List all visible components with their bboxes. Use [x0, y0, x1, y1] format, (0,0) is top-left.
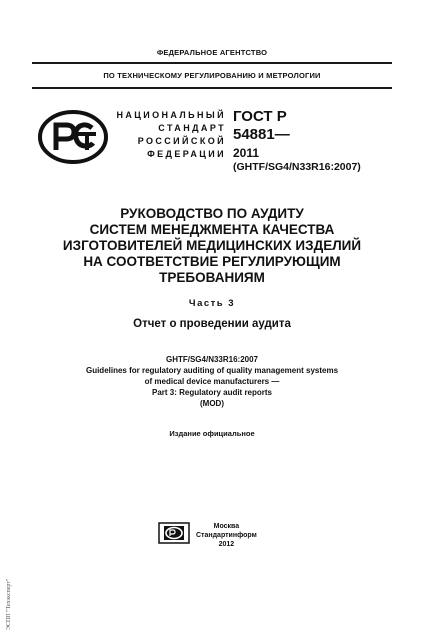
header-rule-top: [32, 62, 392, 64]
gost-label: ГОСТ Р: [233, 108, 287, 125]
part-label: Часть 3: [188, 298, 236, 309]
gost-number: 54881—: [233, 126, 290, 143]
side-stamp: ЭСПП "Техэксперт": [6, 578, 12, 630]
publisher-city: Москва: [213, 523, 240, 530]
document-title: [40, 206, 384, 286]
document-subtitle: Отчет о проведении аудита: [133, 318, 291, 330]
english-line-3: of medical device manufacturers —: [144, 377, 280, 386]
gost-year: 2011: [233, 146, 260, 160]
standard-word-4: ФЕДЕРАЦИИ: [147, 149, 226, 159]
publisher-year: 2012: [218, 541, 235, 548]
english-line-2: Guidelines for regulatory auditing of quality management systems: [85, 366, 339, 375]
standartinform-logo-icon: [158, 522, 190, 544]
title-line-4: НА СООТВЕТСТВИЕ РЕГУЛИРУЮЩИМ: [83, 254, 341, 269]
standard-word-2: СТАНДАРТ: [158, 123, 226, 133]
title-line-1: РУКОВОДСТВО ПО АУДИТУ: [120, 206, 304, 221]
title-line-3: ИЗГОТОВИТЕЛЕЙ МЕДИЦИНСКИХ ИЗДЕЛИЙ: [62, 238, 362, 253]
publisher-block: [196, 522, 257, 549]
english-line-5: (MOD): [200, 399, 224, 408]
gost-ref: (GHTF/SG4/N33R16:2007): [233, 161, 361, 173]
english-title: [40, 354, 384, 409]
title-line-5: ТРЕБОВАНИЯМ: [159, 270, 265, 285]
agency-line-2: ПО ТЕХНИЧЕСКОМУ РЕГУЛИРОВАНИЮ И МЕТРОЛОГИИ: [103, 71, 321, 80]
rst-logo-icon: [38, 110, 108, 164]
english-line-4: Part 3: Regulatory audit reports: [151, 388, 273, 397]
edition-label: Издание официальное: [169, 429, 255, 438]
standard-words: [108, 109, 226, 161]
agency-line-1: ФЕДЕРАЛЬНОЕ АГЕНТСТВО: [156, 48, 268, 57]
standard-word-3: РОССИЙСКОЙ: [137, 136, 226, 146]
english-line-1: GHTF/SG4/N33R16:2007: [165, 355, 259, 364]
title-line-2: СИСТЕМ МЕНЕДЖМЕНТА КАЧЕСТВА: [89, 222, 335, 237]
header-rule-bottom: [32, 87, 392, 89]
publisher-name: Стандартинформ: [196, 532, 257, 539]
standard-word-1: НАЦИОНАЛЬНЫЙ: [116, 110, 226, 120]
